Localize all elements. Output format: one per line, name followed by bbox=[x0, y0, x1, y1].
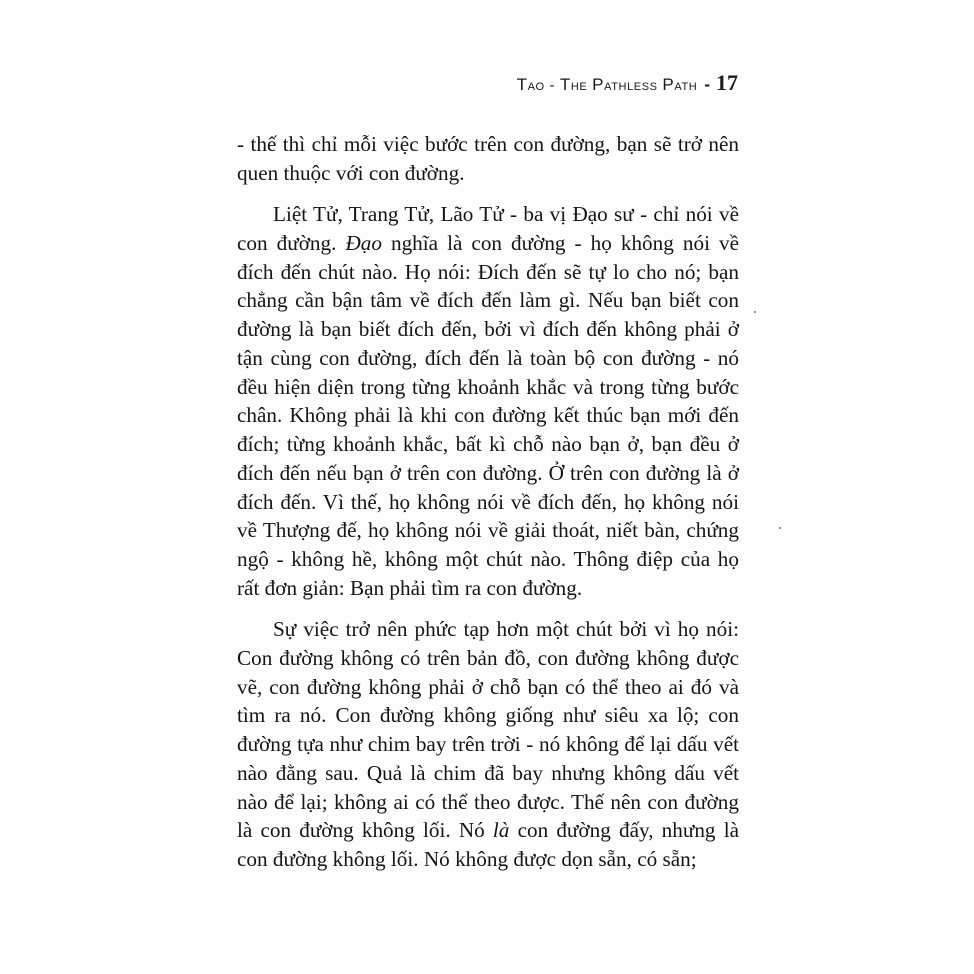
scan-speck bbox=[754, 311, 756, 313]
text-line: chẳng cần bận tâm về đích đến làm gì. Nếu bạn biết con bbox=[237, 288, 739, 313]
text-line: ngộ - không hề, không một chút nào. Thông điệp của họ bbox=[237, 547, 739, 571]
running-header bbox=[517, 70, 738, 96]
text-line: con đường. Đạo nghĩa là con đường - họ không nói về bbox=[237, 230, 739, 255]
text-line: vẽ, con đường không phải ở chỗ bạn có thể theo ai đó và bbox=[237, 674, 739, 699]
text-line: tìm ra nó. Con đường không giống như siêu xa lộ; con bbox=[237, 703, 739, 728]
text-line: tận cùng con đường, đích đến là toàn bộ con đường - nó bbox=[237, 345, 739, 370]
text-line: nào đằng sau. Quả là chim đã bay nhưng không dấu vết bbox=[237, 760, 739, 785]
text-line: đích; từng khoảnh khắc, bất kì chỗ nào bạn ở, bạn đều ở bbox=[237, 432, 739, 456]
text-line: Liệt Tử, Trang Tử, Lão Tử - ba vị Đạo sư - chỉ nói về bbox=[273, 202, 739, 226]
paragraph bbox=[237, 200, 739, 603]
running-header-separator: - bbox=[704, 75, 710, 94]
page-number: 17 bbox=[716, 70, 738, 95]
text-line: đường là bạn biết đích đến, bởi vì đích đến không phải ở bbox=[237, 317, 739, 341]
scan-speck bbox=[779, 527, 781, 529]
text-line: đích đến nếu bạn ở trên con đường. Ở trên con đường là ở bbox=[237, 460, 739, 485]
text-line: Sự việc trở nên phức tạp hơn một chút bởi vì họ nói: bbox=[273, 617, 739, 641]
text-line: chân. Không phải là khi con đường kết thúc bạn mới đến bbox=[237, 403, 739, 428]
text-line: Con đường không có trên bản đồ, con đường không được bbox=[237, 645, 739, 670]
text-line: nào để lại; không ai có thể theo được. Thế nên con đường bbox=[237, 789, 739, 814]
text-line: rất đơn giản: Bạn phải tìm ra con đường. bbox=[237, 575, 583, 600]
text-line: đường tựa như chim bay trên trời - nó không để lại dấu vết bbox=[237, 732, 739, 756]
text-line: về Thượng đế, họ không nói về giải thoát, niết bàn, chứng bbox=[237, 518, 739, 543]
text-line: con đường không lối. Nó không được dọn sẵn, có sẵn; bbox=[237, 847, 697, 871]
text-line: đích đến. Vì thế, họ không nói về đích đến, họ không nói bbox=[237, 489, 739, 514]
text-line: đều hiện diện trong từng khoảnh khắc và trong từng bước bbox=[237, 374, 739, 399]
text-line: là con đường không lối. Nó là con đường đấy, nhưng là bbox=[237, 818, 739, 843]
italic-emphasis: Đạo bbox=[345, 230, 382, 255]
body-text bbox=[237, 130, 739, 886]
running-header-title: Tao - The Pathless Path bbox=[516, 75, 698, 94]
text-line: đích đến chút nào. Họ nói: Đích đến sẽ tự lo cho nó; bạn bbox=[237, 259, 739, 284]
paragraph bbox=[237, 615, 739, 874]
paragraph bbox=[237, 130, 739, 188]
text-line: - thế thì chỉ mỗi việc bước trên con đường, bạn sẽ trở nên bbox=[237, 132, 739, 156]
text-line: quen thuộc với con đường. bbox=[237, 160, 465, 185]
italic-emphasis: là bbox=[492, 818, 510, 843]
